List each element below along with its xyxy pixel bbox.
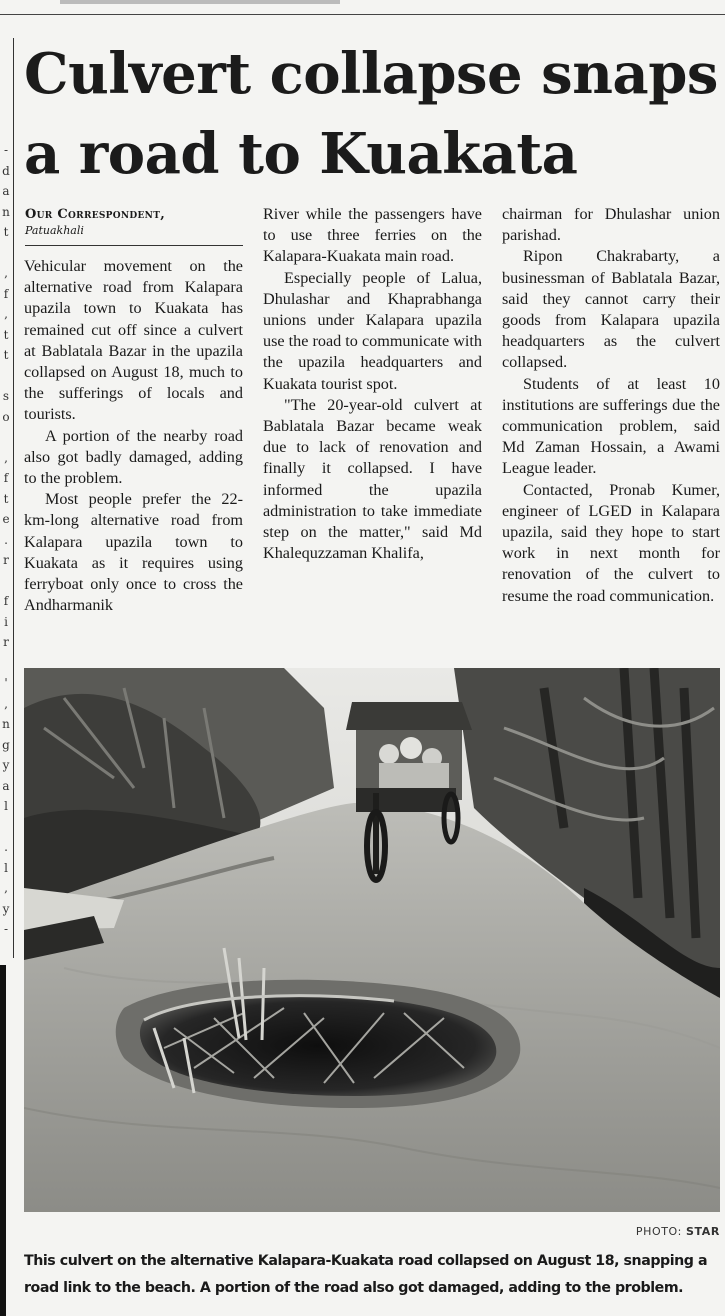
paragraph: chairman for Dhulashar union parishad. <box>502 205 720 245</box>
adjacent-photo-edge <box>0 965 6 1316</box>
fragment-char: - <box>3 143 9 157</box>
byline-location: Patuakhali <box>25 224 84 237</box>
fragment-char: y <box>2 758 10 772</box>
paragraph: Most people prefer the 22-km-long alternative road from Kalapara upazila town to Kuakata as it requires using ferryboat only once to cross the Andharmanik <box>24 490 243 615</box>
fragment-char: . <box>4 840 8 854</box>
article-column-2 <box>263 204 482 564</box>
fragment-char: d <box>2 163 10 178</box>
fragment-char <box>0 817 12 838</box>
fragment-char: t <box>3 491 9 506</box>
fragment-char: t <box>3 327 9 342</box>
fragment-char: - <box>3 922 9 936</box>
fragment-char: o <box>2 409 10 424</box>
paragraph: Contacted, Pronab Kumer, engineer of LGED in Kalapara upazila, said they hope to start work in next month for renovation of the culvert to resume the road communication. <box>502 480 720 605</box>
news-photo <box>24 668 720 1212</box>
paragraph: Students of at least 10 institutions are sufferings due the communication problem, said Md Zaman Hossain, a Awami League leader. <box>502 374 720 478</box>
fragment-char: , <box>4 307 8 321</box>
byline-name: Our Correspondent, <box>25 207 166 222</box>
photo-credit-prefix: PHOTO: <box>635 1225 682 1238</box>
fragment-char <box>0 653 12 674</box>
headline: Culvert collapse snaps a road to Kuakata <box>24 41 718 187</box>
fragment-char: t <box>3 348 9 362</box>
top-rule <box>0 14 725 15</box>
adjacent-column-fragment <box>0 140 12 940</box>
fragment-char: r <box>3 553 9 567</box>
photo-caption: This culvert on the alternative Kalapara-Kuakata road collapsed on August 18, snapping a road link to the beach. A portion of the road also got damaged, adding to the problem. <box>24 1253 708 1296</box>
fragment-char <box>0 427 12 448</box>
photo-illustration <box>24 668 720 1212</box>
paragraph: Especially people of Lalua, Dhulashar and Khaprabhanga unions under Kalapara upazila use the road to communicate with the upazila headquarters and Kuakata tourist spot. <box>263 268 482 393</box>
photo-credit-source: STAR <box>686 1225 720 1238</box>
fragment-char: , <box>4 881 8 895</box>
paragraph: A portion of the nearby road also got badly damaged, adding to the problem. <box>24 426 243 488</box>
fragment-char: e <box>2 512 10 526</box>
fragment-char: a <box>2 184 10 198</box>
fragment-char: n <box>2 717 10 731</box>
fragment-char: ' <box>4 676 8 690</box>
fragment-char: r <box>3 635 9 649</box>
fragment-char: , <box>4 696 8 711</box>
paragraph: "The 20-year-old culvert at Bablatala Bazar became weak due to lack of renovation and finally it collapsed. I have informed the upazila administration to take immediate step on the matter," said Md Khalequzzaman Khalifa, <box>263 395 482 563</box>
fragment-char: i <box>4 614 8 629</box>
fragment-char: l <box>4 799 8 813</box>
article-column-1 <box>24 256 243 616</box>
fragment-char: a <box>2 778 10 793</box>
photo-credit <box>636 1225 720 1238</box>
fragment-char: , <box>4 266 8 280</box>
byline-rule <box>25 245 243 246</box>
column-divider <box>13 38 14 958</box>
fragment-char <box>0 571 12 592</box>
masthead-rule-marks <box>60 0 340 4</box>
byline <box>25 207 243 239</box>
fragment-char: s <box>2 389 10 403</box>
fragment-char: t <box>3 225 9 239</box>
fragment-char: f <box>3 286 9 301</box>
fragment-char: . <box>4 532 8 547</box>
fragment-char: , <box>4 450 8 465</box>
fragment-char: y <box>2 901 10 916</box>
paragraph: Ripon Chakrabarty, a businessman of Bablatala Bazar, said they cannot carry their goods from Kalapara upazila headquarters as the culvert collapsed. <box>502 247 720 372</box>
paragraph: Vehicular movement on the alternative road from Kalapara upazila town to Kuakata has remained cut off since a culvert at Bablatala Bazar in the upazila collapsed on August 18, much to the sufferings of locals and tourists. <box>24 257 243 424</box>
paragraph: River while the passengers have to use three ferries on the Kalapara-Kuakata main road. <box>263 205 482 266</box>
fragment-char <box>0 243 12 264</box>
fragment-char: f <box>3 471 9 485</box>
fragment-char <box>0 366 12 387</box>
fragment-char: f <box>3 594 9 608</box>
fragment-char: n <box>2 204 10 219</box>
fragment-char: g <box>2 737 10 752</box>
article-column-3 <box>502 204 720 607</box>
fragment-char: l <box>4 860 8 875</box>
